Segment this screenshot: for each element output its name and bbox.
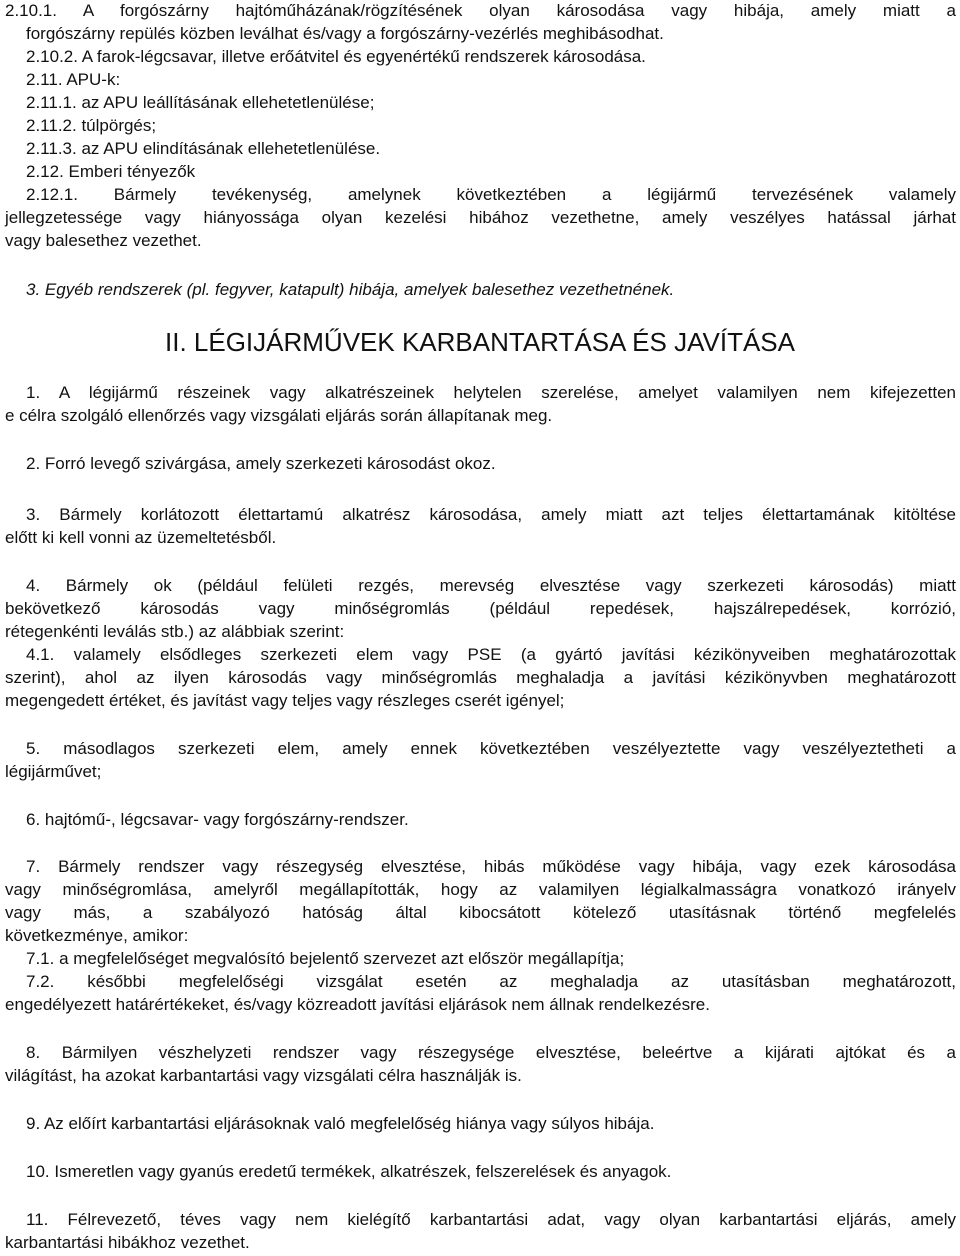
text-line: 4.1. valamely elsődleges szerkezeti elem vagy PSE (a gyártó javítási kézikönyveiben meghatározottak xyxy=(26,645,956,664)
text-line: 5. másodlagos szerkezeti elem, amely ennek következtében veszélyeztette vagy veszélyeztetheti a xyxy=(26,739,956,758)
text-line: 2.11.3. az APU elindításának ellehetetlenülése. xyxy=(26,139,381,158)
text-line: 9. Az előírt karbantartási eljárásoknak való megfelelőség hiánya vagy súlyos hibája. xyxy=(26,1114,655,1133)
text-line: 10. Ismeretlen vagy gyanús eredetű termékek, alkatrészek, felszerelések és anyagok. xyxy=(26,1162,672,1181)
section-heading: II. LÉGIJÁRMŰVEK KARBANTARTÁSA ÉS JAVÍTÁSA xyxy=(165,327,795,357)
text-line: vagy minőségromlása, amelyről megállapították, hogy az valamilyen légialkalmasságra vonatkozó irányelv xyxy=(5,880,956,899)
text-line: szerint), ahol az ilyen károsodás vagy minőségromlás meghaladja a javítási kézikönyvben meghatározott xyxy=(5,668,956,687)
text-line: 8. Bármilyen vészhelyzeti rendszer vagy részegysége elvesztése, beleértve a kijárati ajtókat és a xyxy=(26,1043,956,1062)
text-line: vagy balesethez vezethet. xyxy=(5,231,202,250)
text-line: 2.10.2. A farok-légcsavar, illetve erőátvitel és egyenértékű rendszerek károsodása. xyxy=(26,47,646,66)
text-line: megengedett értéket, és javítást vagy teljes vagy részleges cserét igényel; xyxy=(5,691,565,710)
text-line: engedélyezett határértékeket, és/vagy közreadott javítási eljárások nem állnak rendelkezésre. xyxy=(5,995,710,1014)
text-line: 2.12. Emberi tényezők xyxy=(26,162,196,181)
text-line: bekövetkező károsodás vagy minőségromlás (például repedések, hajszálrepedések, korrózió, xyxy=(5,599,956,618)
section-3-italic-line: 3. Egyéb rendszerek (pl. fegyver, katapult) hibája, amelyek balesethez vezethetnének. xyxy=(26,280,675,299)
text-line: 11. Félrevezető, téves vagy nem kielégítő karbantartási adat, vagy olyan karbantartási eljárás, amely xyxy=(26,1210,956,1229)
text-line: 2.11. APU-k: xyxy=(26,70,121,89)
text-line: jellegzetessége vagy hiányossága olyan kezelési hibához vezethetne, amely veszélyes hatással járhat xyxy=(5,208,956,227)
text-line: előtt ki kell vonni az üzemeltetésből. xyxy=(5,528,277,547)
text-line: 2.12.1. Bármely tevékenység, amelynek következtében a légijármű tervezésének valamely xyxy=(26,185,956,204)
text-line: karbantartási hibákhoz vezethet. xyxy=(5,1233,250,1252)
text-line: 3. Bármely korlátozott élettartamú alkatrész károsodása, amely miatt azt teljes élettartamának kitöltése xyxy=(26,505,956,524)
text-line: 7. Bármely rendszer vagy részegység elvesztése, hibás működése vagy hibája, vagy ezek károsodása xyxy=(26,857,956,876)
text-line: 2. Forró levegő szivárgása, amely szerkezeti károsodást okoz. xyxy=(26,454,496,473)
text-line: légijárművet; xyxy=(5,762,102,781)
text-line: világítást, ha azokat karbantartási vagy vizsgálati célra használják is. xyxy=(5,1066,522,1085)
text-line: vagy más, a szabályozó hatóság által kibocsátott kötelező utasításnak történő megfelelés xyxy=(5,903,956,922)
text-line: rétegenkénti leválás stb.) az alábbiak szerint: xyxy=(5,622,345,641)
text-line: következménye, amikor: xyxy=(5,926,189,945)
text-line: 1. A légijármű részeinek vagy alkatrészeinek helytelen szerelése, amelyet valamilyen nem kifejezetten xyxy=(26,383,956,402)
text-line: 6. hajtómű-, légcsavar- vagy forgószárny-rendszer. xyxy=(26,810,409,829)
text-line: forgószárny repülés közben leválhat és/vagy a forgószárny-vezérlés meghibásodhat. xyxy=(26,24,664,43)
text-line: 2.11.1. az APU leállításának ellehetetlenülése; xyxy=(26,93,375,112)
text-line: 2.10.1. A forgószárny hajtóműházának/rögzítésének olyan károsodása vagy hibája, amely miatt a xyxy=(5,1,956,20)
text-line: 2.11.2. túlpörgés; xyxy=(26,116,157,135)
text-line: 4. Bármely ok (például felületi rezgés, merevség elvesztése vagy szerkezeti károsodás) miatt xyxy=(26,576,956,595)
text-line: 7.1. a megfelelőséget megvalósító bejelentő szervezet azt először megállapítja; xyxy=(26,949,625,968)
text-line: 7.2. későbbi megfelelőségi vizsgálat esetén az meghaladja az utasításban meghatározott, xyxy=(26,972,956,991)
text-line: e célra szolgáló ellenőrzés vagy vizsgálati eljárás során állapítanak meg. xyxy=(5,406,553,425)
